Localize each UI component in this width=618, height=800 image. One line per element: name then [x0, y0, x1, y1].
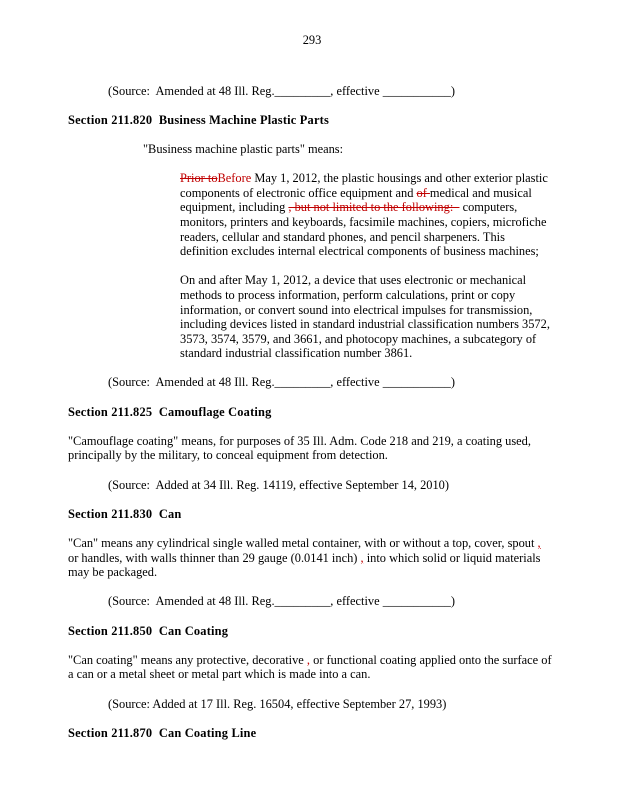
text-run: computers, — [459, 200, 518, 215]
text-run: information, or convert sound into electrical impulses for transmission, — [180, 302, 533, 317]
text-line — [180, 200, 556, 215]
text-run: equipment, including — [180, 200, 289, 215]
text-line — [180, 332, 556, 347]
inserted-text: , — [537, 536, 541, 550]
text-line — [68, 726, 556, 741]
text-line — [180, 346, 556, 361]
paragraph — [180, 273, 556, 361]
text-run: Section 211.820 Business Machine Plastic Parts — [68, 112, 329, 127]
text-run: (Source: Amended at 48 Ill. Reg._________, effective ___________) — [108, 594, 455, 609]
inserted-text: Before — [217, 171, 252, 186]
text-run: standard industrial classification number 3861. — [180, 346, 413, 361]
text-run: medical and musical — [429, 185, 532, 200]
text-line — [68, 448, 556, 463]
text-line — [68, 507, 556, 522]
section-heading — [68, 113, 556, 128]
text-run: "Business machine plastic parts" means: — [143, 141, 344, 156]
page-number: 293 — [302, 33, 322, 47]
document-body — [68, 84, 556, 741]
text-line — [68, 667, 556, 682]
text-line — [180, 317, 556, 332]
paragraph — [180, 171, 556, 259]
text-run: Section 211.830 Can — [68, 506, 182, 521]
text-line — [108, 375, 556, 390]
deleted-text: , but not limited to the following: — [288, 200, 460, 215]
deleted-text: of — [416, 185, 430, 200]
source-note — [108, 84, 556, 99]
text-line — [108, 478, 556, 493]
text-run: including devices listed in standard industrial classification numbers 3572, — [180, 317, 550, 332]
text-run: (Source: Amended at 48 Ill. Reg._________, effective ___________) — [108, 83, 455, 98]
text-run: "Can" means any cylindrical single walled metal container, with or without a top, cover, spout — [68, 536, 538, 550]
paragraph — [143, 142, 556, 157]
text-line — [68, 113, 556, 128]
text-line — [68, 551, 556, 566]
source-note — [108, 478, 556, 493]
text-run: or functional coating applied onto the surface of — [310, 652, 552, 667]
section-heading — [68, 624, 556, 639]
paragraph — [68, 653, 556, 682]
text-run: (Source: Amended at 48 Ill. Reg._________, effective ___________) — [108, 375, 455, 390]
text-run: principally by the military, to conceal equipment from detection. — [68, 448, 388, 463]
text-line — [143, 142, 556, 157]
paragraph — [68, 434, 556, 463]
text-run: methods to process information, perform calculations, print or copy — [180, 287, 516, 302]
text-line — [180, 215, 556, 230]
text-line — [108, 697, 556, 712]
text-run: (Source: Added at 34 Ill. Reg. 14119, effective September 14, 2010) — [108, 477, 450, 492]
text-line — [180, 244, 556, 259]
text-line — [68, 536, 556, 551]
source-note — [108, 697, 556, 712]
text-run: On and after May 1, 2012, a device that uses electronic or mechanical — [180, 273, 527, 288]
text-run: Section 211.825 Camouflage Coating — [68, 404, 272, 419]
inserted-text: , — [360, 550, 364, 565]
text-line — [180, 303, 556, 318]
text-line — [68, 565, 556, 580]
text-line — [180, 273, 556, 288]
text-run: or handles, with walls thinner than 29 gauge (0.0141 inch) — [68, 550, 361, 565]
text-line — [68, 624, 556, 639]
section-heading — [68, 507, 556, 522]
text-run: (Source: Added at 17 Ill. Reg. 16504, effective September 27, 1993) — [108, 696, 447, 711]
text-run: may be packaged. — [68, 565, 158, 580]
text-line — [68, 405, 556, 420]
section-heading — [68, 405, 556, 420]
text-line — [108, 594, 556, 609]
text-run: into which solid or liquid materials — [363, 550, 541, 565]
source-note — [108, 594, 556, 609]
text-line — [180, 186, 556, 201]
text-line — [180, 230, 556, 245]
text-run: "Can coating" means any protective, decorative — [68, 652, 307, 667]
text-run: monitors, printers and keyboards, facsimile machines, copiers, microfiche — [180, 214, 547, 229]
text-run: "Camouflage coating" means, for purposes of 35 Ill. Adm. Code 218 and 219, a coating used, — [68, 433, 531, 448]
source-note — [108, 375, 556, 390]
paragraph — [68, 536, 556, 580]
text-line — [68, 434, 556, 449]
text-run: 3573, 3574, 3579, and 3661, and photocopy machines, a subcategory of — [180, 331, 537, 346]
text-run: May 1, 2012, the plastic housings and other exterior plastic — [251, 171, 548, 186]
text-run: Section 211.850 Can Coating — [68, 623, 229, 638]
text-line — [68, 653, 556, 668]
section-heading — [68, 726, 556, 741]
text-run: Section 211.870 Can Coating Line — [68, 725, 257, 740]
text-run: a can or a metal sheet or metal part which is made into a can. — [68, 667, 371, 682]
text-line — [180, 171, 556, 186]
text-run: components of electronic office equipment and — [180, 185, 417, 200]
deleted-text: Prior to — [180, 171, 218, 186]
text-line — [180, 288, 556, 303]
text-run: definition excludes internal electrical components of business machines; — [180, 244, 539, 259]
inserted-text: , — [306, 652, 311, 667]
text-run: readers, cellular and standard phones, and pencil sharpeners. This — [180, 229, 505, 244]
text-line — [108, 84, 556, 99]
